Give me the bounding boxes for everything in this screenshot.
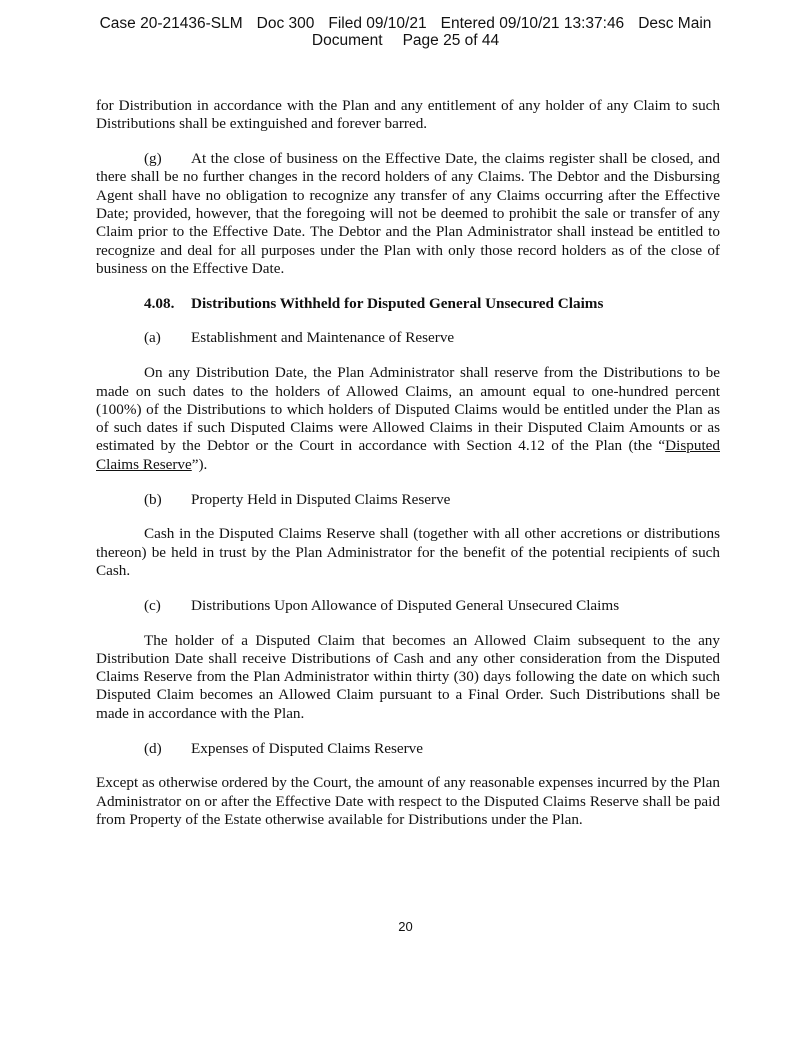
section-number: 4.08. [144,294,175,312]
section-heading [144,295,720,313]
subsection-b-title: Property Held in Disputed Claims Reserve [191,490,451,508]
subsection-d-heading [144,740,720,758]
subsection-d-title: Expenses of Disputed Claims Reserve [191,739,423,757]
subsection-b-label: (b) [144,490,162,508]
paragraph-g [96,150,720,278]
subsection-d-paragraph: Except as otherwise ordered by the Court, the amount of any reasonable expenses incurred by the Plan Administrator on or after the Effective Date with respect to the Disputed Claims Reserve shall be paid from Property of the Estate otherwise available for Distributions under the Plan. [96,774,720,828]
subsection-c-label: (c) [144,596,161,614]
page-number: 20 [398,919,413,934]
document-label: Document [311,32,383,49]
entered-date: Entered 09/10/21 13:37:46 [440,15,625,32]
continuation-paragraph: for Distribution in accordance with the Plan and any entitlement of any holder of any Claim to such Distributions shall be extinguished and forever barred. [96,97,720,133]
subsection-c-paragraph: The holder of a Disputed Claim that becomes an Allowed Claim subsequent to the any Distribution Date shall receive Distributions of Cash and any other consideration from the Disputed Claims Reserve from the Plan Administrator within thirty (30) days following the date on which such Disputed Claim becomes an Allowed Claim pursuant to a Final Order. Such Distributions shall be made in accordance with the Plan. [96,631,720,722]
subsection-a-text: On any Distribution Date, the Plan Administrator shall reserve from the Distributions to be made on such dates to the holders of Allowed Claims, an amount equal to one-hundred percent (100%) of the Distributions to which holders of Disputed Claims would be entitled under the Plan as of such dates if such Disputed Claims were Allowed Claims in their Disputed Claim Amounts or as estimated by the Debtor or the Court in accordance with Section 4.12 of the Plan (the “ [96,364,720,455]
subsection-a-paragraph [96,364,720,474]
subsection-c-title: Distributions Upon Allowance of Disputed General Unsecured Claims [191,596,620,614]
page-count: Page 25 of 44 [402,32,500,49]
subsection-a-heading [144,329,720,347]
document-body [96,97,720,846]
filed-date: Filed 09/10/21 [328,15,427,32]
paragraph-g-label: (g) [144,150,162,168]
paragraph-g-text: At the close of business on the Effective Date, the claims register shall be closed, and there shall be no further changes in the record holders of any Claims. The Debtor and the Disbursing Agent shall have no obligation to recognize any transfer of any Claims occurring after the Effective Date; provided, however, that the foregoing will not be deemed to prohibit the sale or transfer of any Claim prior to the Effective Date. The Debtor and the Plan Administrator shall instead be entitled to recognize and deal for all purposes under the Plan with only those record holders as of the close of business on the Effective Date. [96,150,720,277]
defined-term-disputed-claims-reserve: Disputed Claims Reserve [96,437,720,473]
section-title: Distributions Withheld for Disputed General Unsecured Claims [191,294,604,312]
header-row-1 [0,15,811,32]
subsection-a-title: Establishment and Maintenance of Reserve [191,329,455,347]
case-number: Case 20-21436-SLM [99,15,243,32]
subsection-b-heading [144,491,720,509]
header-row-2 [0,32,811,49]
subsection-c-heading [144,597,720,615]
subsection-a-close: ”). [191,455,208,473]
court-filing-header [0,15,811,49]
subsection-a-label: (a) [144,329,161,347]
desc-label: Desc Main [638,15,712,32]
doc-number: Doc 300 [256,15,315,32]
subsection-d-label: (d) [144,739,162,757]
subsection-b-paragraph: Cash in the Disputed Claims Reserve shall (together with all other accretions or distributions thereon) be held in trust by the Plan Administrator for the benefit of the potential recipients of such Cash. [96,525,720,579]
